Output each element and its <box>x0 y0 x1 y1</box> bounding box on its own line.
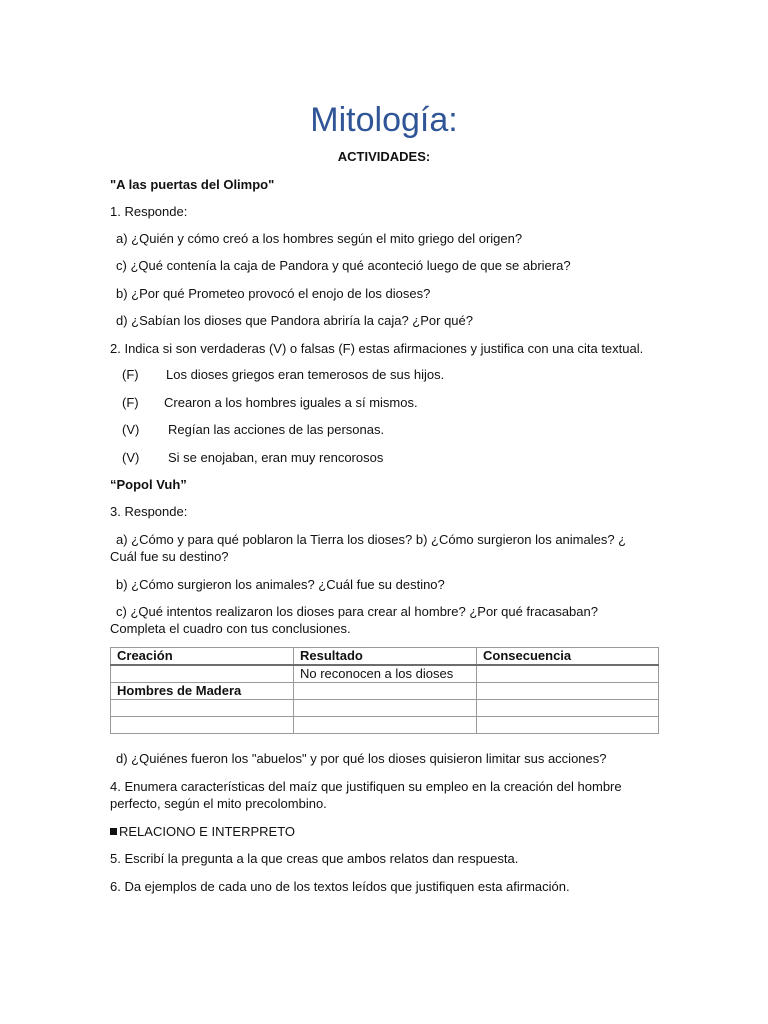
tf-statement: Crearon a los hombres iguales a sí mismos. <box>164 395 418 410</box>
question-3-item-b: b) ¿Cómo surgieron los animales? ¿Cuál fue su destino? <box>116 577 445 592</box>
table-row <box>111 665 659 683</box>
question-3-label: 3. Responde: <box>110 504 188 519</box>
section-heading-relaciono-text: RELACIONO E INTERPRETO <box>119 824 296 839</box>
tf-mark: (F) <box>122 367 139 382</box>
table-cell <box>477 683 659 700</box>
question-1-label: 1. Responde: <box>110 204 188 219</box>
tf-mark: (V) <box>122 422 140 437</box>
activities-heading: ACTIVIDADES: <box>337 149 431 164</box>
question-4: 4. Enumera características del maíz que justifiquen su empleo en la creación del hombre perfecto, según el mito precolombino. <box>110 779 622 811</box>
question-1-item: d) ¿Sabían los dioses que Pandora abriría la caja? ¿Por qué? <box>116 313 473 328</box>
table-cell <box>111 717 294 734</box>
section-heading-popol-vuh: “Popol Vuh” <box>110 477 187 492</box>
table-row <box>111 717 659 734</box>
table-cell <box>111 700 294 717</box>
table-cell <box>477 717 659 734</box>
page-title: Mitología: <box>310 101 458 139</box>
table-cell <box>294 717 477 734</box>
question-1-item: c) ¿Qué contenía la caja de Pandora y qué aconteció luego de que se abriera? <box>116 258 571 273</box>
table-header-row <box>111 648 659 666</box>
table-cell: No reconocen a los dioses <box>294 665 477 683</box>
table-cell <box>294 683 477 700</box>
table-cell <box>477 700 659 717</box>
table-row <box>111 700 659 717</box>
question-2-label: 2. Indica si son verdaderas (V) o falsas (F) estas afirmaciones y justifica con una cita textual. <box>110 341 644 356</box>
tf-statement: Si se enojaban, eran muy rencorosos <box>168 450 384 465</box>
table-cell <box>111 665 294 683</box>
table-cell: Hombres de Madera <box>111 683 294 700</box>
question-3-item-a: a) ¿Cómo y para qué poblaron la Tierra los dioses? b) ¿Cómo surgieron los animales? ¿ Cuál fue su destino? <box>110 532 627 564</box>
section-heading-olimpo: "A las puertas del Olimpo" <box>110 177 275 192</box>
question-3-item-c: c) ¿Qué intentos realizaron los dioses para crear al hombre? ¿Por qué fracasaban? Completa el cuadro con tus conclusiones. <box>110 604 598 636</box>
square-bullet-icon <box>110 828 117 835</box>
conclusions-table <box>110 647 659 734</box>
table-row <box>111 683 659 700</box>
tf-statement: Regían las acciones de las personas. <box>168 422 385 437</box>
tf-mark: (V) <box>122 450 140 465</box>
tf-statement: Los dioses griegos eran temerosos de sus hijos. <box>166 367 445 382</box>
question-1-item: a) ¿Quién y cómo creó a los hombres según el mito griego del origen? <box>116 231 523 246</box>
section-heading-relaciono <box>110 823 295 840</box>
question-1-item: b) ¿Por qué Prometeo provocó el enojo de los dioses? <box>116 286 431 301</box>
table-header: Consecuencia <box>477 648 659 666</box>
table-cell <box>294 700 477 717</box>
question-5: 5. Escribí la pregunta a la que creas que ambos relatos dan respuesta. <box>110 851 519 866</box>
table-header: Resultado <box>294 648 477 666</box>
question-3-item-d: d) ¿Quiénes fueron los "abuelos" y por qué los dioses quisieron limitar sus acciones? <box>116 751 607 766</box>
tf-mark: (F) <box>122 395 139 410</box>
table-cell <box>477 665 659 683</box>
question-6: 6. Da ejemplos de cada uno de los textos leídos que justifiquen esta afirmación. <box>110 879 570 894</box>
table-header: Creación <box>111 648 294 666</box>
